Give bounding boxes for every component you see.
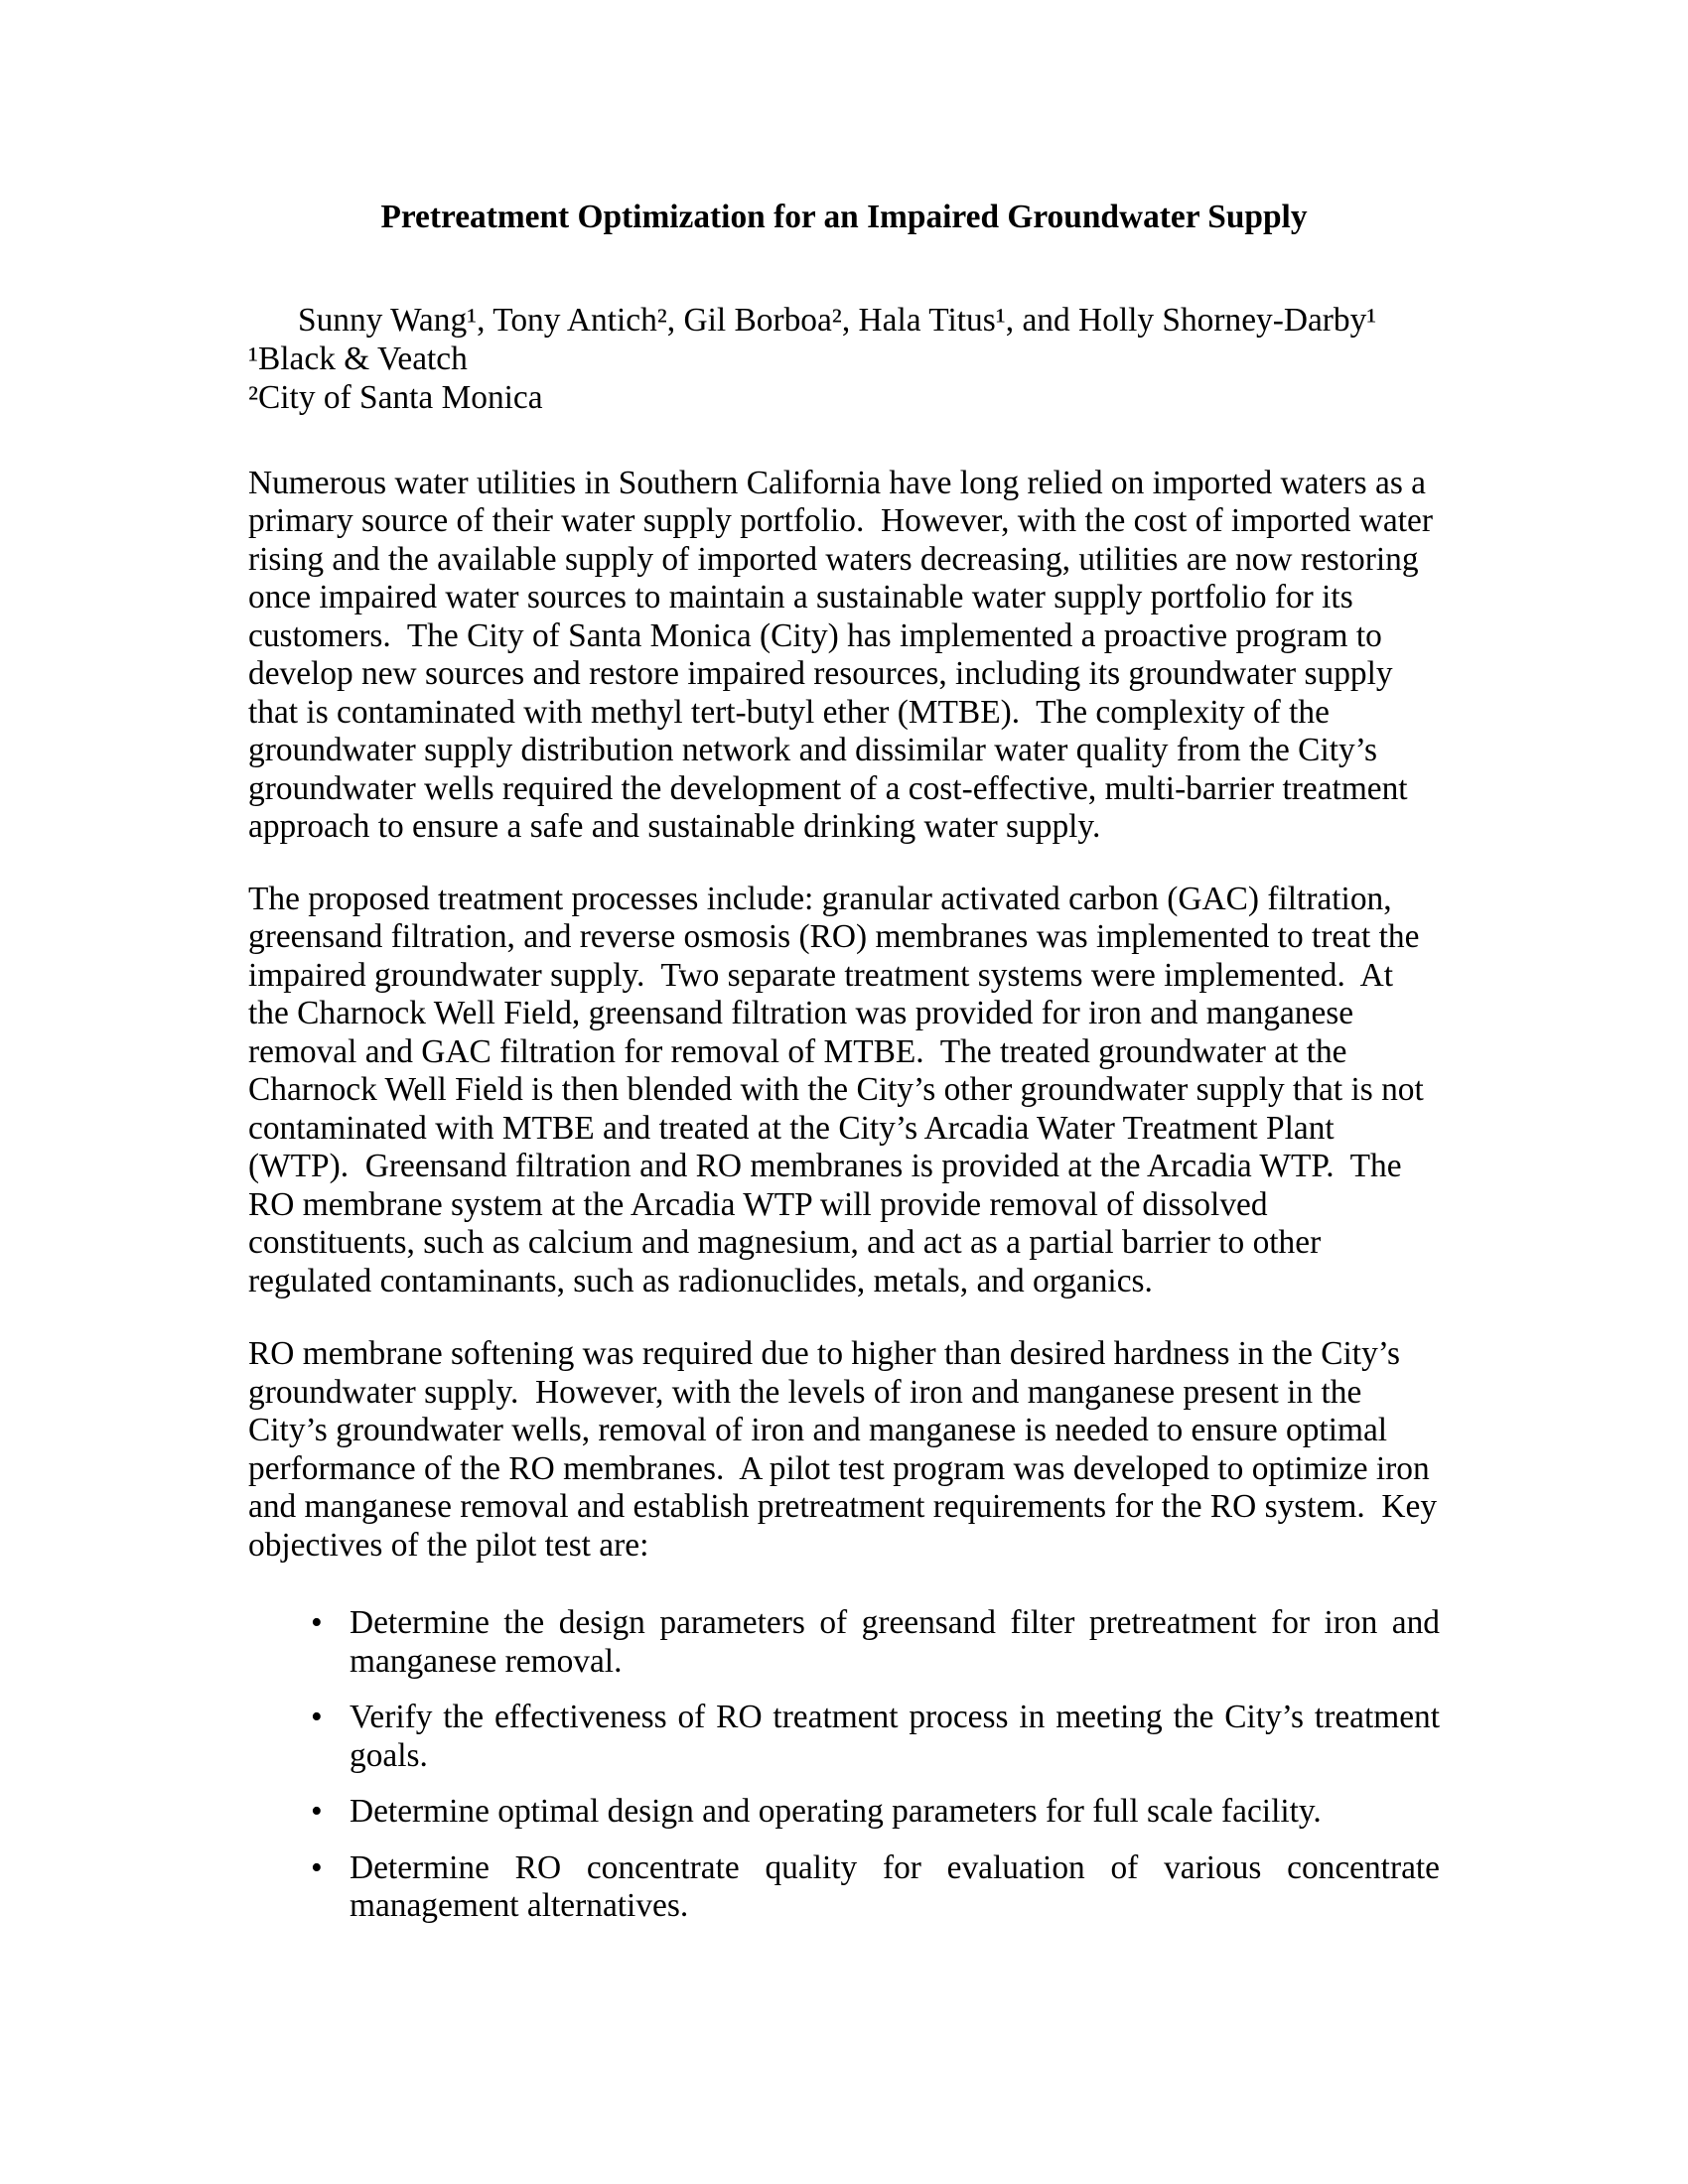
list-item bbox=[248, 1699, 1440, 1775]
paper-title: Pretreatment Optimization for an Impaired Groundwater Supply bbox=[380, 199, 1308, 235]
list-item bbox=[248, 1604, 1440, 1681]
list-item-text: Determine RO concentrate quality for evaluation of various concentrate management alternatives. bbox=[350, 1848, 1440, 1924]
objectives-list bbox=[248, 1604, 1440, 1926]
abstract-paragraph-2: The proposed treatment processes include: granular activated carbon (GAC) filtration, greensand filtration, and reverse osmosis (RO) membranes was implemented to treat the impaired groundwater supply. Two separate treatment systems were implemented. At the Charnock Well Field, greensand filtration was provided for iron and manganese removal and GAC filtration for removal of MTBE. The treated groundwater at the Charnock Well Field is then blended with the City’s other groundwater supply that is not contaminated with MTBE and treated at the City’s Arcadia Water Treatment Plant (WTP). Greensand filtration and RO membranes is provided at the Arcadia WTP. The RO membrane system at the Arcadia WTP will provide removal of dissolved constituents, such as calcium and magnesium, and act as a partial barrier to other regulated contaminants, such as radionuclides, metals, and organics. bbox=[248, 880, 1433, 1299]
list-item-text: Determine optimal design and operating parameters for full scale facility. bbox=[350, 1793, 1322, 1830]
list-item bbox=[248, 1793, 1440, 1832]
bullet-icon: • bbox=[311, 1604, 323, 1641]
list-item-text: Determine the design parameters of greensand filter pretreatment for iron and manganese removal. bbox=[350, 1604, 1440, 1680]
list-item-text: Verify the effectiveness of RO treatment process in meeting the City’s treatment goals. bbox=[350, 1699, 1440, 1774]
bullet-icon: • bbox=[311, 1699, 323, 1735]
bullet-icon: • bbox=[311, 1793, 323, 1830]
list-item bbox=[248, 1849, 1440, 1926]
affiliation-black-and-veatch: ¹Black & Veatch bbox=[248, 340, 468, 377]
authors-line: Sunny Wang¹, Tony Antich², Gil Borboa², Hala Titus¹, and Holly Shorney-Darby¹ bbox=[298, 301, 1377, 339]
bullet-icon: • bbox=[311, 1848, 323, 1886]
page-content bbox=[248, 0, 1446, 1926]
abstract-paragraph-1: Numerous water utilities in Southern California have long relied on imported waters as a primary source of their water supply portfolio. However, with the cost of imported water rising and the available supply of imported waters decreasing, utilities are now restoring once impaired water sources to maintain a sustainable water supply portfolio for its customers. The City of Santa Monica (City) has implemented a proactive program to develop new sources and restore impaired resources, including its groundwater supply that is contaminated with methyl tert-butyl ether (MTBE). The complexity of the groundwater supply distribution network and dissimilar water quality from the City’s groundwater wells required the development of a cost-effective, multi-barrier treatment approach to ensure a safe and sustainable drinking water supply. bbox=[248, 464, 1442, 845]
abstract-paragraph-3: RO membrane softening was required due to higher than desired hardness in the City’s groundwater supply. However, with the levels of iron and manganese present in the City’s groundwater wells, removal of iron and manganese is needed to ensure optimal performance of the RO membranes. A pilot test program was developed to optimize iron and manganese removal and establish pretreatment requirements for the RO system. Key objectives of the pilot test are: bbox=[248, 1335, 1446, 1564]
affiliation-city-of-santa-monica: ²City of Santa Monica bbox=[248, 378, 543, 416]
